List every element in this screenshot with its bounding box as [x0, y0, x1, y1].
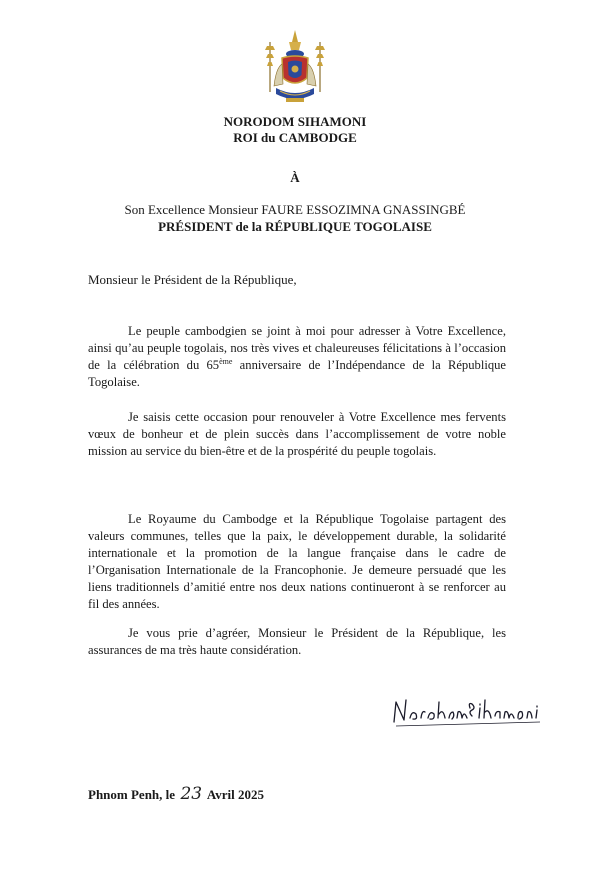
paragraph-wishes: Je saisis cette occasion pour renouveler à Votre Excellence mes fervents vœux de bonheur et de plein succès dans l’accomplissement de votre noble mission au service du bien-être et de la prospérité du peuple togolais. — [88, 410, 506, 458]
addressee-marker: À — [290, 170, 300, 185]
paragraph-closing: Je vous prie d’agréer, Monsieur le Président de la République, les assurances de ma très haute considération. — [88, 626, 506, 657]
handwritten-signature — [388, 688, 546, 732]
recipient-name: FAURE ESSOZIMNA GNASSINGBÉ — [261, 202, 466, 217]
recipient-honorific: Son Excellence Monsieur — [124, 202, 262, 217]
recipient-line — [0, 202, 590, 218]
salutation: Monsieur le Président de la République, — [88, 272, 297, 287]
sender-name: NORODOM SIHAMONI — [223, 114, 367, 129]
date-line — [88, 784, 264, 804]
date-day: 23 — [180, 784, 203, 804]
date-month-year: Avril 2025 — [206, 787, 265, 802]
paragraph-text: Le peuple cambodgien se joint à moi pour adresser à Votre Excellence, ainsi qu’au peuple togolais, nos très vives et chaleureuses félicitations à l’occasion de la célébration du 65 — [88, 324, 506, 372]
paragraph-shared-values: Le Royaume du Cambodge et la République Togolaise partagent des valeurs communes, telles que la paix, le développement durable, la solidarité internationale et la promotion de la langue française dans le cadre de l’Organisation Internationale de la Francophonie. Je demeure persuadé que les liens traditionnels d’amitié entre nos deux nations continueront à se renforcer au fil des années. — [88, 512, 506, 611]
royal-emblem-icon — [262, 28, 328, 106]
ordinal-suffix: ème — [219, 356, 233, 366]
date-place: Phnom Penh, le — [88, 787, 176, 802]
recipient-title: PRÉSIDENT de la RÉPUBLIQUE TOGOLAISE — [158, 219, 432, 234]
sender-title: ROI du CAMBODGE — [233, 130, 357, 145]
paragraph-text: anniversaire de l’Indépendance de la République Togolaise. — [88, 358, 507, 389]
paragraph-congratulations — [88, 323, 506, 391]
